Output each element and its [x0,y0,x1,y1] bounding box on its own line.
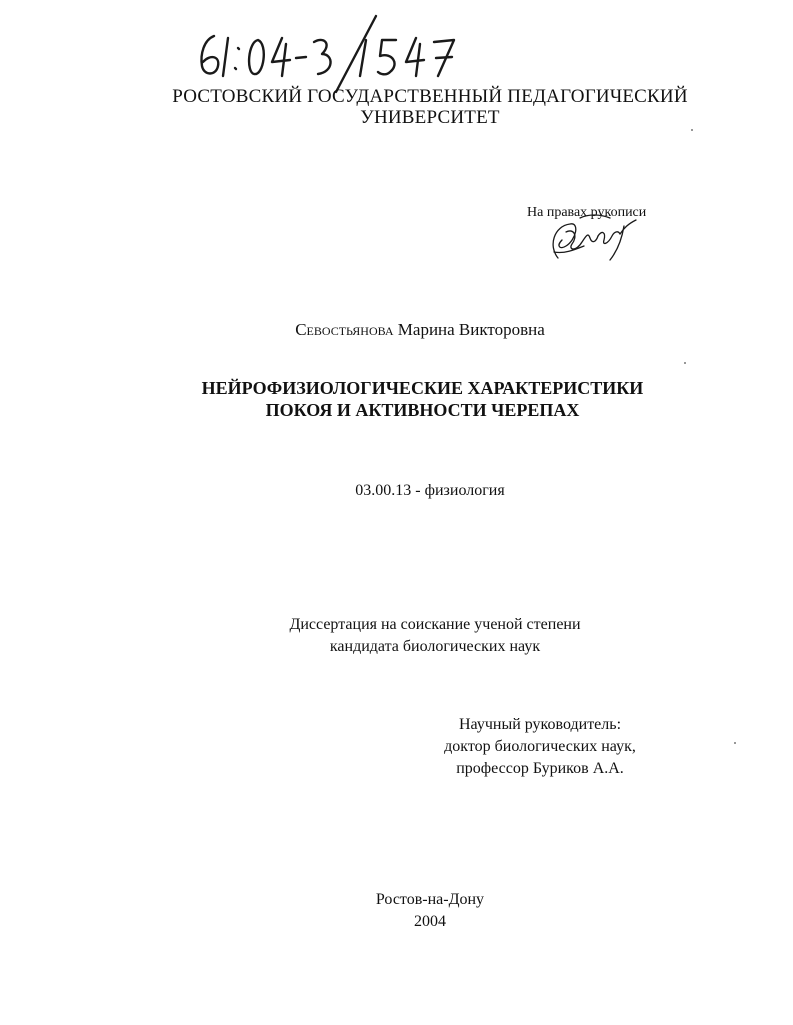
place-and-year [300,889,560,933]
scan-speck [691,129,693,131]
supervisor-line-1: Научный руководитель: [458,716,622,733]
university-line-2: УНИВЕРСИТЕТ [360,107,500,128]
handwritten-archive-code [190,14,480,94]
degree-line-2: кандидата биологических наук [329,638,541,655]
year: 2004 [414,913,446,930]
scan-speck [734,742,736,744]
author-given-names: Марина Викторовна [397,320,545,339]
university-name [150,86,710,128]
scientific-supervisor [405,714,675,780]
author-surname: Севостьянова [295,320,394,339]
dissertation-title [150,377,695,421]
supervisor-line-2: доктор биологических наук, [444,738,636,755]
handwritten-signature [540,206,645,266]
degree-line-1: Диссертация на соискание ученой степени [289,616,581,633]
manuscript-note: На правах рукописи [527,205,647,220]
supervisor-line-3: профессор Буриков А.А. [456,760,624,777]
author-name [200,319,640,341]
title-line-1: НЕЙРОФИЗИОЛОГИЧЕСКИЕ ХАРАКТЕРИСТИКИ [201,378,644,398]
title-line-2: ПОКОЯ И АКТИВНОСТИ ЧЕРЕПАХ [265,400,580,420]
university-line-1: РОСТОВСКИЙ ГОСУДАРСТВЕННЫЙ ПЕДАГОГИЧЕСКИЙ [172,86,688,107]
specialty-code: 03.00.13 - физиология [355,482,505,499]
degree-statement [200,614,670,658]
scan-speck [684,362,686,364]
city: Ростов-на-Дону [375,891,485,908]
